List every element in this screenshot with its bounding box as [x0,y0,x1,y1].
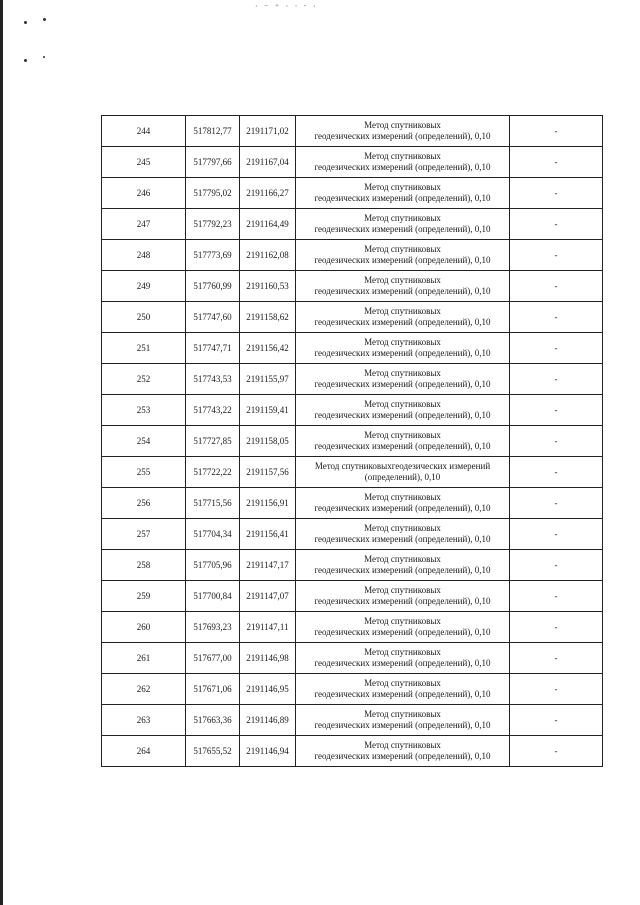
scan-speck [24,21,27,24]
method-cell [296,333,510,364]
y-coordinate-cell: 2191155,97 [240,364,296,395]
method-cell [296,488,510,519]
x-coordinate-cell: 517671,06 [186,674,240,705]
method-line-2: геодезических измерений (определений), 0,10 [314,565,491,575]
point-number-cell: 244 [102,116,186,147]
table-row [102,116,603,147]
method-line-2: геодезических измерений (определений), 0,10 [314,317,491,327]
note-cell: - [510,364,603,395]
scan-speck [24,59,27,62]
table-row [102,519,603,550]
point-number-cell: 263 [102,705,186,736]
x-coordinate-cell: 517693,23 [186,612,240,643]
method-line-2: геодезических измерений (определений), 0,10 [314,131,491,141]
y-coordinate-cell: 2191147,07 [240,581,296,612]
method-line-2: геодезических измерений (определений), 0,10 [314,689,491,699]
point-number-cell: 258 [102,550,186,581]
method-cell [296,643,510,674]
point-number-cell: 260 [102,612,186,643]
x-coordinate-cell: 517655,52 [186,736,240,767]
method-line-1: Метод спутниковых [364,492,441,502]
method-line-1: Метод спутниковых [364,120,441,130]
method-cell [296,209,510,240]
point-number-cell: 257 [102,519,186,550]
x-coordinate-cell: 517743,22 [186,395,240,426]
x-coordinate-cell: 517677,00 [186,643,240,674]
method-cell [296,426,510,457]
table-row [102,457,603,488]
method-cell [296,550,510,581]
method-cell [296,612,510,643]
x-coordinate-cell: 517760,99 [186,271,240,302]
note-cell: - [510,488,603,519]
method-line-1: Метод спутниковых [364,678,441,688]
method-cell [296,147,510,178]
x-coordinate-cell: 517743,53 [186,364,240,395]
table-row [102,147,603,178]
method-line-2: геодезических измерений (определений), 0,10 [314,286,491,296]
note-cell: - [510,178,603,209]
table-row [102,550,603,581]
method-cell [296,457,510,488]
x-coordinate-cell: 517715,56 [186,488,240,519]
method-line-2: геодезических измерений (определений), 0,10 [314,441,491,451]
y-coordinate-cell: 2191160,53 [240,271,296,302]
x-coordinate-cell: 517795,02 [186,178,240,209]
method-cell [296,302,510,333]
y-coordinate-cell: 2191171,02 [240,116,296,147]
x-coordinate-cell: 517797,66 [186,147,240,178]
note-cell: - [510,674,603,705]
x-coordinate-cell: 517700,84 [186,581,240,612]
x-coordinate-cell: 517705,96 [186,550,240,581]
method-cell [296,395,510,426]
point-number-cell: 246 [102,178,186,209]
method-line-1: Метод спутниковых [364,399,441,409]
point-number-cell: 245 [102,147,186,178]
note-cell: - [510,612,603,643]
method-cell [296,116,510,147]
method-line-1: Метод спутниковых [364,182,441,192]
note-cell: - [510,302,603,333]
x-coordinate-cell: 517663,36 [186,705,240,736]
table-row [102,178,603,209]
method-line-2: геодезических измерений (определений), 0,10 [314,596,491,606]
method-line-2: геодезических измерений (определений), 0,10 [314,410,491,420]
method-line-2: геодезических измерений (определений), 0,10 [314,751,491,761]
note-cell: - [510,333,603,364]
method-line-1: Метод спутниковыхгеодезических измерений [314,461,491,471]
x-coordinate-cell: 517747,60 [186,302,240,333]
method-line-1: Метод спутниковых [364,244,441,254]
method-line-2: геодезических измерений (определений), 0,10 [314,162,491,172]
method-cell [296,581,510,612]
table-row [102,426,603,457]
y-coordinate-cell: 2191158,05 [240,426,296,457]
y-coordinate-cell: 2191147,11 [240,612,296,643]
x-coordinate-cell: 517773,69 [186,240,240,271]
note-cell: - [510,209,603,240]
method-line-2: геодезических измерений (определений), 0,10 [314,193,491,203]
x-coordinate-cell: 517812,77 [186,116,240,147]
y-coordinate-cell: 2191156,91 [240,488,296,519]
note-cell: - [510,581,603,612]
y-coordinate-cell: 2191159,41 [240,395,296,426]
method-line-1: Метод спутниковых [364,740,441,750]
scan-speck [43,18,46,21]
method-line-1: Метод спутниковых [364,275,441,285]
table-row [102,612,603,643]
table-row [102,643,603,674]
method-line-1: Метод спутниковых [364,554,441,564]
method-line-2: (определений), 0,10 [364,472,441,482]
method-line-2: геодезических измерений (определений), 0,10 [314,224,491,234]
method-line-2: геодезических измерений (определений), 0,10 [314,658,491,668]
table-row [102,302,603,333]
point-number-cell: 255 [102,457,186,488]
note-cell: - [510,116,603,147]
y-coordinate-cell: 2191147,17 [240,550,296,581]
method-line-1: Метод спутниковых [364,368,441,378]
note-cell: - [510,395,603,426]
point-number-cell: 262 [102,674,186,705]
method-cell [296,674,510,705]
y-coordinate-cell: 2191156,41 [240,519,296,550]
x-coordinate-cell: 517704,34 [186,519,240,550]
x-coordinate-cell: 517792,23 [186,209,240,240]
note-cell: - [510,519,603,550]
y-coordinate-cell: 2191156,42 [240,333,296,364]
point-number-cell: 253 [102,395,186,426]
point-number-cell: 251 [102,333,186,364]
coordinates-table-body [102,116,603,767]
method-line-2: геодезических измерений (определений), 0,10 [314,627,491,637]
point-number-cell: 249 [102,271,186,302]
method-cell [296,271,510,302]
method-line-1: Метод спутниковых [364,585,441,595]
method-cell [296,240,510,271]
method-line-1: Метод спутниковых [364,337,441,347]
method-line-2: геодезических измерений (определений), 0,10 [314,534,491,544]
point-number-cell: 250 [102,302,186,333]
method-line-1: Метод спутниковых [364,616,441,626]
method-line-1: Метод спутниковых [364,151,441,161]
y-coordinate-cell: 2191164,49 [240,209,296,240]
method-line-2: геодезических измерений (определений), 0,10 [314,379,491,389]
table-row [102,271,603,302]
note-cell: - [510,426,603,457]
table-row [102,364,603,395]
y-coordinate-cell: 2191167,04 [240,147,296,178]
note-cell: - [510,736,603,767]
method-line-1: Метод спутниковых [364,213,441,223]
table-row [102,240,603,271]
table-row [102,736,603,767]
method-line-1: Метод спутниковых [364,306,441,316]
table-row [102,674,603,705]
method-cell [296,736,510,767]
x-coordinate-cell: 517727,85 [186,426,240,457]
method-line-1: Метод спутниковых [364,709,441,719]
y-coordinate-cell: 2191146,98 [240,643,296,674]
scan-left-edge [0,0,3,905]
point-number-cell: 252 [102,364,186,395]
method-cell [296,705,510,736]
method-cell [296,364,510,395]
table-row [102,209,603,240]
table-row [102,581,603,612]
note-cell: - [510,643,603,674]
y-coordinate-cell: 2191162,08 [240,240,296,271]
y-coordinate-cell: 2191146,94 [240,736,296,767]
point-number-cell: 247 [102,209,186,240]
method-line-1: Метод спутниковых [364,430,441,440]
point-number-cell: 256 [102,488,186,519]
method-line-2: геодезических измерений (определений), 0,10 [314,348,491,358]
y-coordinate-cell: 2191166,27 [240,178,296,209]
method-line-2: геодезических измерений (определений), 0,10 [314,503,491,513]
table-row [102,333,603,364]
method-line-1: Метод спутниковых [364,647,441,657]
y-coordinate-cell: 2191146,89 [240,705,296,736]
method-line-1: Метод спутниковых [364,523,441,533]
y-coordinate-cell: 2191146,95 [240,674,296,705]
table-row [102,395,603,426]
point-number-cell: 254 [102,426,186,457]
scan-speck [43,56,45,58]
point-number-cell: 261 [102,643,186,674]
method-cell [296,178,510,209]
table-row [102,488,603,519]
method-cell [296,519,510,550]
note-cell: - [510,457,603,488]
note-cell: - [510,271,603,302]
x-coordinate-cell: 517747,71 [186,333,240,364]
point-number-cell: 259 [102,581,186,612]
coordinates-table [101,115,603,767]
table-row [102,705,603,736]
note-cell: - [510,240,603,271]
scan-header-noise: · ⁻ ⁺ · · ˑ · [255,2,318,11]
note-cell: - [510,147,603,178]
y-coordinate-cell: 2191157,56 [240,457,296,488]
point-number-cell: 264 [102,736,186,767]
note-cell: - [510,705,603,736]
x-coordinate-cell: 517722,22 [186,457,240,488]
note-cell: - [510,550,603,581]
point-number-cell: 248 [102,240,186,271]
method-line-2: геодезических измерений (определений), 0,10 [314,720,491,730]
y-coordinate-cell: 2191158,62 [240,302,296,333]
method-line-2: геодезических измерений (определений), 0,10 [314,255,491,265]
